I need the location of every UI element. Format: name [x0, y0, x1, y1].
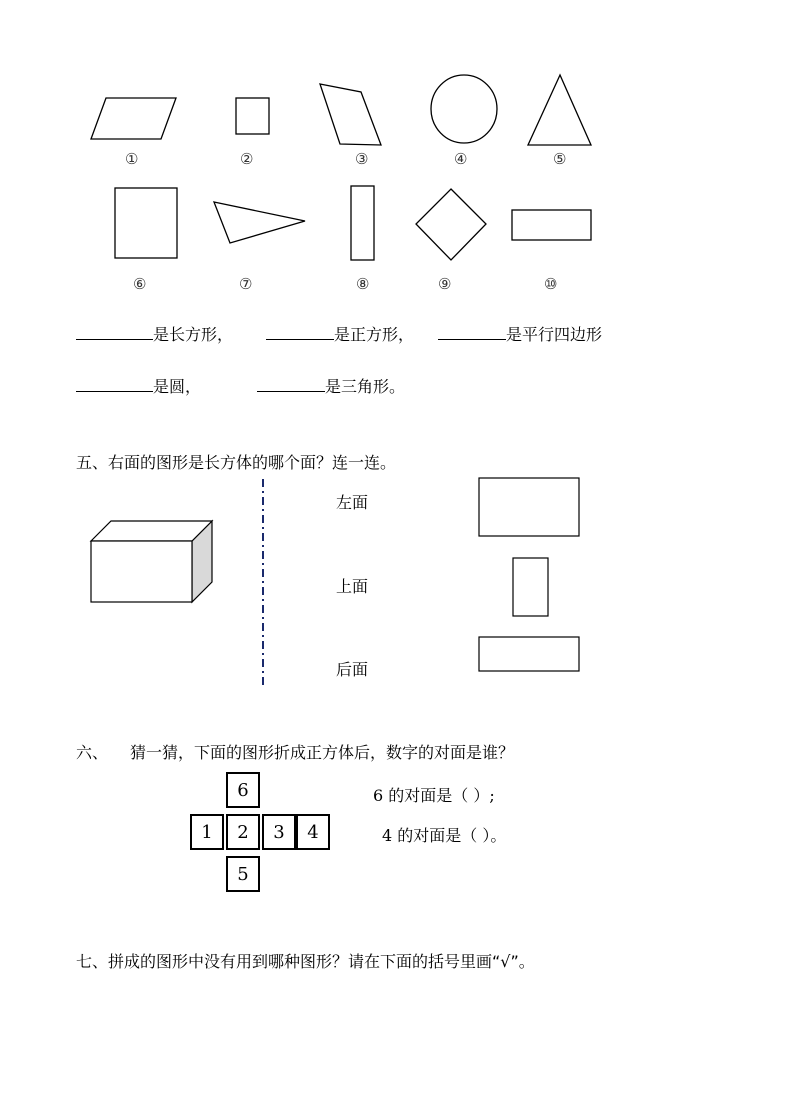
answer-blank-parallelogram[interactable]: [438, 325, 506, 340]
net-cell-5: 5: [226, 856, 260, 892]
net-cell-2: 2: [226, 814, 260, 850]
shape-label-9: ⑨: [438, 275, 452, 293]
question-6-opposite-of-4: 4 的对面是（ ）。: [382, 826, 507, 845]
shape-label-10: ⑩: [544, 275, 558, 293]
shape-label-6: ⑥: [133, 275, 147, 293]
shape-5-triangle: [528, 75, 591, 145]
face-wide-rect[interactable]: [479, 478, 579, 536]
net-cell-6: 6: [226, 772, 260, 808]
net-cell-1: 1: [190, 814, 224, 850]
shape-4-circle: [431, 75, 497, 143]
question-6-title: [76, 740, 514, 763]
face-flat-rect[interactable]: [479, 637, 579, 671]
net-cell-3: 3: [262, 814, 296, 850]
fill-rectangle-text: 是长方形，: [153, 325, 234, 344]
shape-8-rectangle: [351, 186, 374, 260]
shape-label-3: ③: [355, 150, 369, 168]
fill-triangle-text: 是三角形。: [325, 377, 406, 396]
fill-square: [266, 322, 414, 345]
face-label-back[interactable]: 后面: [336, 660, 369, 679]
question-6-number: 六、: [76, 743, 109, 762]
shape-label-1: ①: [125, 150, 139, 168]
shape-7-triangle: [214, 202, 305, 243]
fill-circle-text: 是圆，: [153, 377, 202, 396]
answer-blank-rectangle[interactable]: [76, 325, 153, 340]
shape-1-parallelogram: [91, 98, 176, 139]
net-cell-4: 4: [296, 814, 330, 850]
question-5-title: 五、右面的图形是长方体的哪个面？连一连。: [76, 453, 397, 472]
fill-parallelogram-text: 是平行四边形: [506, 325, 603, 344]
shape-label-2: ②: [240, 150, 254, 168]
cube-net: [190, 772, 332, 896]
answer-blank-square[interactable]: [266, 325, 334, 340]
face-tall-rect[interactable]: [513, 558, 548, 616]
shape-label-4: ④: [454, 150, 468, 168]
fill-rectangle: [76, 322, 233, 345]
fill-circle: [76, 374, 201, 397]
shape-3-parallelogram: [320, 84, 381, 145]
cuboid-front-face: [91, 541, 192, 602]
fill-square-text: 是正方形，: [334, 325, 415, 344]
shape-2-square: [236, 98, 269, 134]
question-6-opposite-of-6: 6 的对面是（ ）;: [373, 786, 495, 805]
shape-6-rectangle: [115, 188, 177, 258]
shape-label-7: ⑦: [239, 275, 253, 293]
answer-blank-triangle[interactable]: [257, 377, 325, 392]
cuboid: [91, 521, 212, 602]
question-6-text: 猜一猜，下面的图形折成正方体后，数字的对面是谁？: [130, 743, 515, 762]
shape-9-rhombus: [416, 189, 486, 260]
fill-parallelogram: [438, 322, 602, 345]
shape-10-rectangle: [512, 210, 591, 240]
cuboid-top-face: [91, 521, 212, 541]
shape-label-5: ⑤: [553, 150, 567, 168]
q5-figures: [0, 460, 790, 700]
fill-triangle: [257, 374, 405, 397]
answer-blank-circle[interactable]: [76, 377, 153, 392]
question-7-title: 七、拼成的图形中没有用到哪种图形？请在下面的括号里画“√”。: [76, 952, 535, 971]
face-label-left[interactable]: 左面: [336, 493, 369, 512]
shape-label-8: ⑧: [356, 275, 370, 293]
shapes-row-1: [0, 0, 790, 300]
face-label-top[interactable]: 上面: [336, 577, 369, 596]
